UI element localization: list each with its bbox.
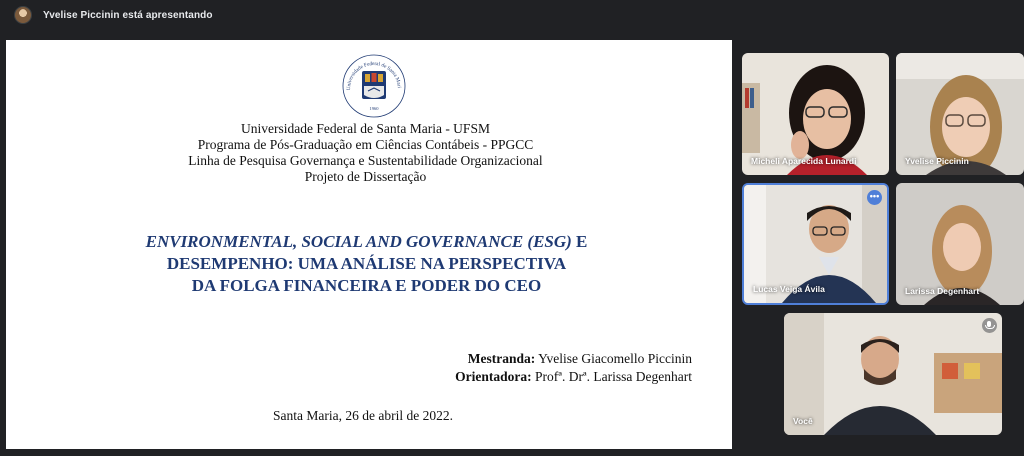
institution-line-4: Projeto de Dissertação [304,169,427,184]
ufsm-seal-logo [341,53,407,119]
mestranda-line [455,350,692,368]
svg-text:Universidade Federal de Santa: Universidade Federal de Santa Mari [345,60,402,91]
participant-tile-micheli[interactable] [742,53,889,175]
institution-line-3: Linha de Pesquisa Governança e Sustentabilidade Organizacional [188,153,543,168]
institution-block [6,121,732,185]
seal-year-text: 1960 [369,106,379,111]
participant-name: Micheli Aparecida Lunardi [751,156,857,166]
institution-line-2: Programa de Pós-Graduação em Ciências Contábeis - PPGCC [197,137,534,152]
presenter-status-text: Yvelise Piccinin está apresentando [43,9,213,21]
shared-slide [6,40,732,449]
more-options-button[interactable]: ••• [867,190,882,205]
participant-tile-yvelise[interactable] [896,53,1024,175]
participant-tile-lucas[interactable] [742,183,889,305]
title-line-3: DA FOLGA FINANCEIRA E PODER DO CEO [191,276,542,295]
orientadora-name: Profª. Drª. Larissa Degenhart [531,369,692,384]
mestranda-name: Yvelise Giacomello Piccinin [535,351,692,366]
title-line1-rest: E [571,232,588,251]
title-italic-part: ENVIRONMENTAL, SOCIAL AND GOVERNANCE (ESG) [145,232,572,251]
participant-video-self [784,313,1002,435]
title-line-2: DESEMPENHO: UMA ANÁLISE NA PERSPECTIVA [166,254,567,273]
orientadora-label: Orientadora: [455,369,532,384]
presenter-bar [0,0,1024,30]
orientadora-line [455,368,692,386]
participant-name: Lucas Veiga Ávila [753,284,825,294]
participant-name: Larissa Degenhart [905,286,980,296]
presenter-avatar [14,6,32,24]
slide-title [6,231,732,297]
mestranda-label: Mestranda: [467,351,536,366]
participant-tile-self[interactable] [784,313,1002,435]
participant-name: Yvelise Piccinin [905,156,969,166]
institution-line-1: Universidade Federal de Santa Maria - UFSM [241,121,490,136]
microphone-icon[interactable] [982,318,997,333]
slide-date: Santa Maria, 26 de abril de 2022. [273,408,453,423]
participant-tile-larissa[interactable] [896,183,1024,305]
participant-name: Você [793,416,813,426]
authors-block [455,350,692,386]
